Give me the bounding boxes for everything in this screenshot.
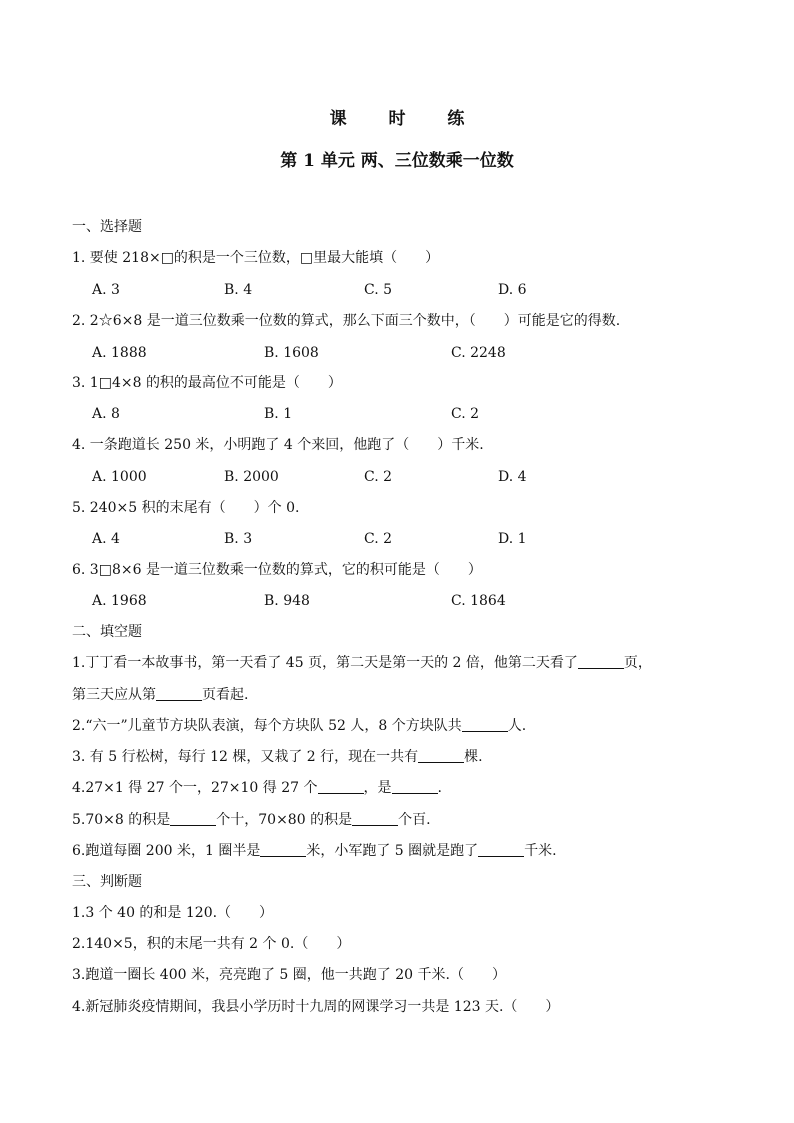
option[interactable]: B. 2000 (224, 469, 279, 485)
judge-item: 2.140×5，积的末尾一共有 2 个 0.（ ） (72, 936, 351, 952)
options-row (92, 344, 732, 362)
question-text: 5.70×8 的积是 (72, 812, 171, 828)
question-text: 6.跑道每圈 200 米，1 圈半是 (72, 843, 261, 859)
option[interactable]: C. 2 (364, 469, 393, 485)
page-title: 课 时 练 (329, 109, 483, 129)
answer-blank[interactable] (260, 842, 306, 857)
options-row (92, 405, 732, 423)
option[interactable]: C. 2 (451, 406, 480, 422)
option[interactable]: B. 1 (264, 406, 293, 422)
option[interactable]: A. 1968 (92, 593, 147, 609)
option[interactable]: D. 4 (498, 469, 527, 485)
judge-item: 1.3 个 40 的和是 120.（ ） (72, 905, 274, 921)
question-text: 3. 有 5 行松树，每行 12 棵，又栽了 2 行，现在一共有 (72, 749, 419, 765)
question-text: 千米. (524, 843, 557, 859)
question-text: 个百. (398, 812, 431, 828)
fill-question (72, 842, 557, 860)
answer-blank[interactable] (318, 779, 364, 794)
question-text: 棵. (464, 749, 483, 765)
question-text: 4.27×1 得 27 个一，27×10 得 27 个 (72, 780, 318, 796)
question-text: 1.丁丁看一本故事书，第一天看了 45 页，第二天是第一天的 2 倍，他第二天看了 (72, 655, 578, 671)
unit-subtitle: 第 1 单元 两、三位数乘一位数 (280, 151, 514, 171)
answer-blank[interactable] (170, 811, 216, 826)
question-text: 5. 240×5 积的末尾有（ ）个 0. (72, 500, 300, 516)
fill-question (72, 779, 442, 797)
option[interactable]: B. 1608 (264, 345, 319, 361)
option[interactable]: C. 5 (364, 282, 393, 298)
answer-blank[interactable] (478, 842, 524, 857)
options-row (92, 468, 732, 486)
fill-question (72, 717, 526, 735)
answer-blank[interactable] (418, 748, 464, 763)
option[interactable]: B. 948 (264, 593, 310, 609)
options-row (92, 592, 732, 610)
question-text: 第三天应从第 (72, 687, 156, 703)
fill-question (72, 748, 483, 766)
option[interactable]: B. 3 (224, 531, 253, 547)
answer-blank[interactable] (156, 686, 202, 701)
question-text: 人. (507, 718, 527, 734)
judge-item: 4.新冠肺炎疫情期间，我县小学历时十九周的网课学习一共是 123 天.（ ） (72, 999, 560, 1015)
question-text: 3. 1□4×8 的积的最高位不可能是（ ） (72, 375, 342, 391)
section-heading-judge: 三、判断题 (72, 874, 142, 890)
question-text: 2. 2☆6×8 是一道三位数乘一位数的算式，那么下面三个数中，（ ）可能是它的得数. (72, 313, 621, 329)
question-text: 页， (623, 655, 652, 671)
question-text: 2.“六一”儿童节方块队表演，每个方块队 52 人，8 个方块队共 (72, 718, 462, 734)
option[interactable]: A. 4 (92, 531, 120, 547)
option[interactable]: A. 8 (92, 406, 120, 422)
option[interactable]: A. 1000 (92, 469, 147, 485)
question-text: 1. 要使 218×□的积是一个三位数，□里最大能填（ ） (72, 250, 440, 266)
fill-question (72, 811, 431, 829)
question-text: 6. 3□8×6 是一道三位数乘一位数的算式，它的积可能是（ ） (72, 562, 482, 578)
option[interactable]: A. 1888 (92, 345, 147, 361)
question-text: ，是 (363, 780, 392, 796)
answer-blank[interactable] (462, 717, 508, 732)
answer-blank[interactable] (392, 779, 438, 794)
question-text: 4. 一条跑道长 250 米，小明跑了 4 个来回，他跑了（ ）千米. (72, 437, 484, 453)
question-text: 米，小军跑了 5 圈就是跑了 (306, 843, 479, 859)
answer-blank[interactable] (352, 811, 398, 826)
option[interactable]: D. 1 (498, 531, 527, 547)
option[interactable]: C. 2248 (451, 345, 506, 361)
fill-question (72, 686, 248, 704)
option[interactable]: A. 3 (92, 282, 120, 298)
fill-question (72, 654, 652, 672)
answer-blank[interactable] (578, 654, 624, 669)
question-text: 个十，70×80 的积是 (216, 812, 353, 828)
option[interactable]: C. 1864 (451, 593, 506, 609)
option[interactable]: B. 4 (224, 282, 253, 298)
question-text: . (437, 780, 442, 796)
option[interactable]: C. 2 (364, 531, 393, 547)
question-text: 页看起. (202, 687, 249, 703)
judge-item: 3.跑道一圈长 400 米，亮亮跑了 5 圈，他一共跑了 20 千米.（ ） (72, 967, 506, 983)
section-heading-choice: 一、选择题 (72, 219, 142, 235)
options-row (92, 281, 732, 299)
section-heading-fill: 二、填空题 (72, 624, 142, 640)
option[interactable]: D. 6 (498, 282, 527, 298)
options-row (92, 530, 732, 548)
